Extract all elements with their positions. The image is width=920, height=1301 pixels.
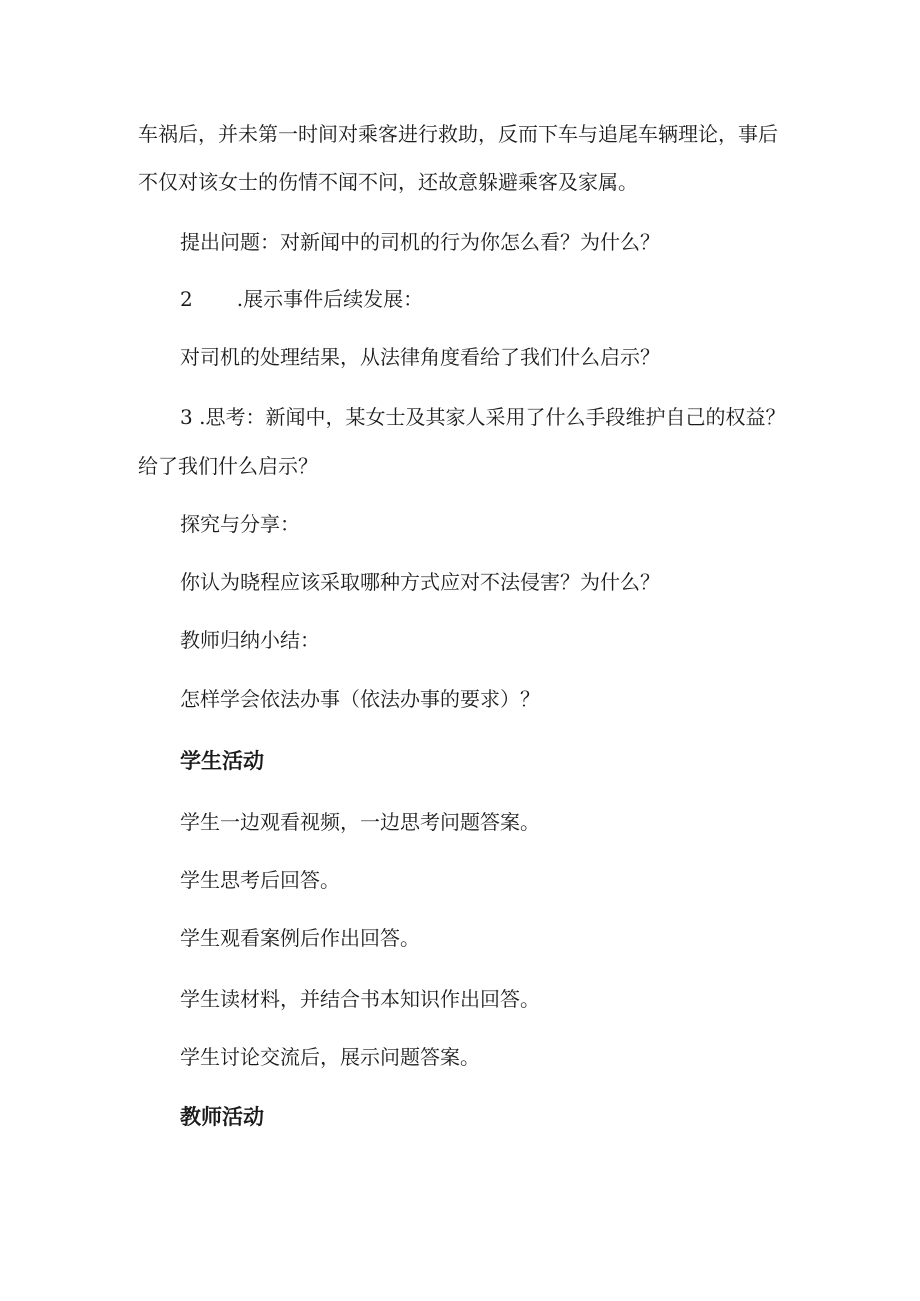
section-label: 教师归纳小结： — [180, 628, 320, 652]
section-heading: 教师活动 — [180, 1105, 264, 1129]
question-text: 对司机的处理结果，从法律角度看给了我们什么启示？ — [180, 345, 660, 369]
list-item: 学生讨论交流后，展示问题答案。 — [180, 1045, 480, 1069]
section-heading: 学生活动 — [180, 749, 264, 773]
list-item: 学生一边观看视频，一边思考问题答案。 — [180, 810, 540, 834]
question-text: 你认为晓程应该采取哪种方式应对不法侵害？为什么？ — [180, 570, 660, 594]
paragraph-line: 不仅对该女士的伤情不闻不问，还故意躲避乘客及家属。 — [138, 170, 638, 194]
item-number: 2 — [180, 287, 193, 311]
paragraph-line: 给了我们什么启示？ — [138, 454, 318, 478]
paragraph-line: 车祸后，并未第一时间对乘客进行救助，反而下车与追尾车辆理论，事后 — [138, 122, 778, 146]
list-item: 学生观看案例后作出回答。 — [180, 926, 420, 950]
list-item: 学生读材料，并结合书本知识作出回答。 — [180, 987, 540, 1011]
section-label: 探究与分享： — [180, 512, 300, 536]
list-item: 学生思考后回答。 — [180, 868, 340, 892]
numbered-item-3: 3 .思考：新闻中，某女士及其家人采用了什么手段维护自己的权益？ — [180, 405, 786, 429]
question-text: 提出问题：对新闻中的司机的行为你怎么看？为什么？ — [180, 230, 660, 254]
question-text: 怎样学会依法办事（依法办事的要求）？ — [180, 687, 540, 711]
item-text: .展示事件后续发展： — [236, 287, 424, 311]
numbered-item-2 — [180, 285, 423, 313]
